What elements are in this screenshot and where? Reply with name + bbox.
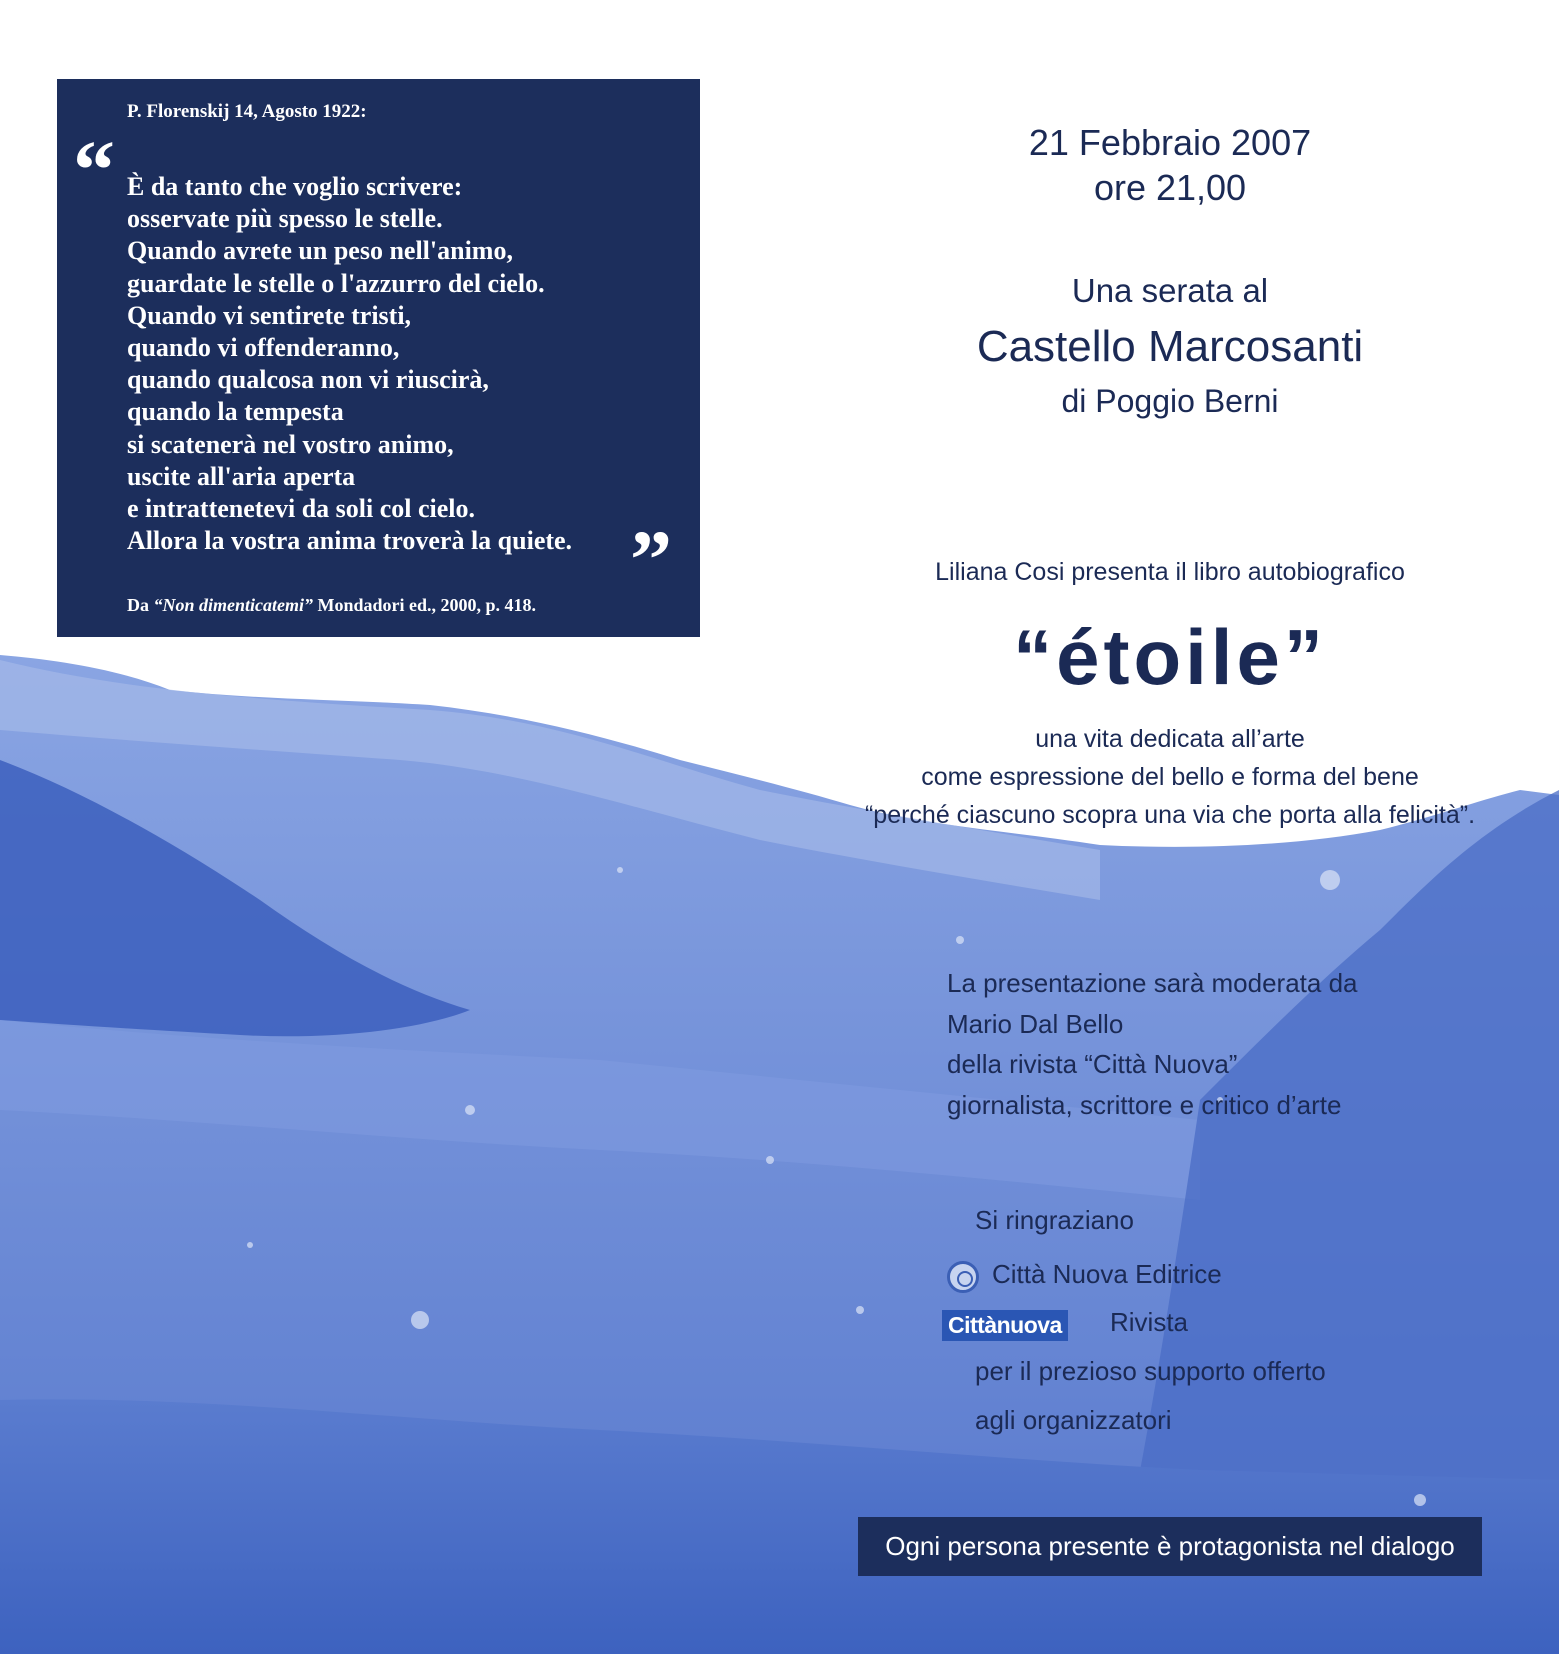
dialogue-banner: Ogni persona presente è protagonista nel dialogo — [858, 1517, 1482, 1576]
tagline-line: come espressione del bello e forma del bene — [921, 763, 1419, 791]
moderator-line: della rivista “Città Nuova” — [947, 1049, 1238, 1079]
quote-line: Quando vi sentirete tristi, — [127, 300, 412, 330]
citation-publisher: Mondadori ed., 2000, p. 418. — [317, 595, 537, 615]
event-date: 21 Febbraio 2007 — [1028, 122, 1312, 163]
quote-line: È da tanto che voglio scrivere: — [127, 172, 463, 201]
quote-line: si scatenerà nel vostro animo, — [127, 429, 454, 459]
tagline-line: una vita dedicata all’arte — [1035, 725, 1305, 753]
open-quote-mark: “ — [73, 124, 115, 217]
quote-source: P. Florenskij 14, Agosto 1922: — [127, 101, 367, 122]
support-line: agli organizzatori — [975, 1405, 1172, 1435]
support-line: per il prezioso supporto offerto — [975, 1356, 1326, 1386]
publisher-name: Città Nuova Editrice — [992, 1259, 1222, 1289]
quote-line: Quando avrete un peso nell'animo, — [127, 236, 513, 266]
event-town: di Poggio Berni — [1061, 383, 1279, 419]
quote-text — [127, 171, 572, 557]
quote-line: quando qualcosa non vi riuscirà, — [127, 365, 489, 395]
event-intro: Una serata al — [1071, 272, 1269, 309]
event-time: ore 21,00 — [1093, 167, 1247, 208]
quote-line: uscite all'aria aperta — [127, 461, 356, 491]
magazine-logo: Cittànuova — [942, 1310, 1068, 1341]
quote-line: quando vi offenderanno, — [127, 333, 400, 363]
publisher-logo-icon — [947, 1261, 979, 1293]
citation-prefix: Da — [127, 595, 149, 615]
moderator-line: giornalista, scrittore e critico d’arte — [947, 1089, 1342, 1120]
close-quote-mark: ” — [630, 514, 672, 607]
citation-book-title: “Non dimenticatemi” — [153, 595, 313, 615]
moderator-line: Mario Dal Bello — [947, 1008, 1124, 1039]
quote-citation — [127, 595, 536, 616]
book-presenter: Liliana Cosi presenta il libro autobiografico — [935, 558, 1405, 586]
quote-box — [57, 79, 700, 637]
book-tagline — [800, 720, 1540, 834]
thanks-intro: Si ringraziano — [975, 1205, 1134, 1235]
magazine-label: Rivista — [1110, 1307, 1189, 1337]
moderator-line: La presentazione sarà moderata da — [947, 968, 1358, 998]
quote-line: quando la tempesta — [127, 397, 344, 427]
event-venue: Castello Marcosanti — [976, 322, 1364, 371]
book-title: “étoile” — [1013, 613, 1327, 701]
quote-line: osservate più spesso le stelle. — [127, 204, 443, 234]
quote-line: Allora la vostra anima troverà la quiete. — [127, 526, 573, 556]
quote-line: e intrattenetevi da soli col cielo. — [127, 494, 476, 524]
quote-line: guardate le stelle o l'azzurro del cielo. — [127, 268, 545, 298]
tagline-line: “perché ciascuno scopra una via che porta alla felicità”. — [864, 801, 1476, 829]
moderator-info — [947, 963, 1358, 1125]
